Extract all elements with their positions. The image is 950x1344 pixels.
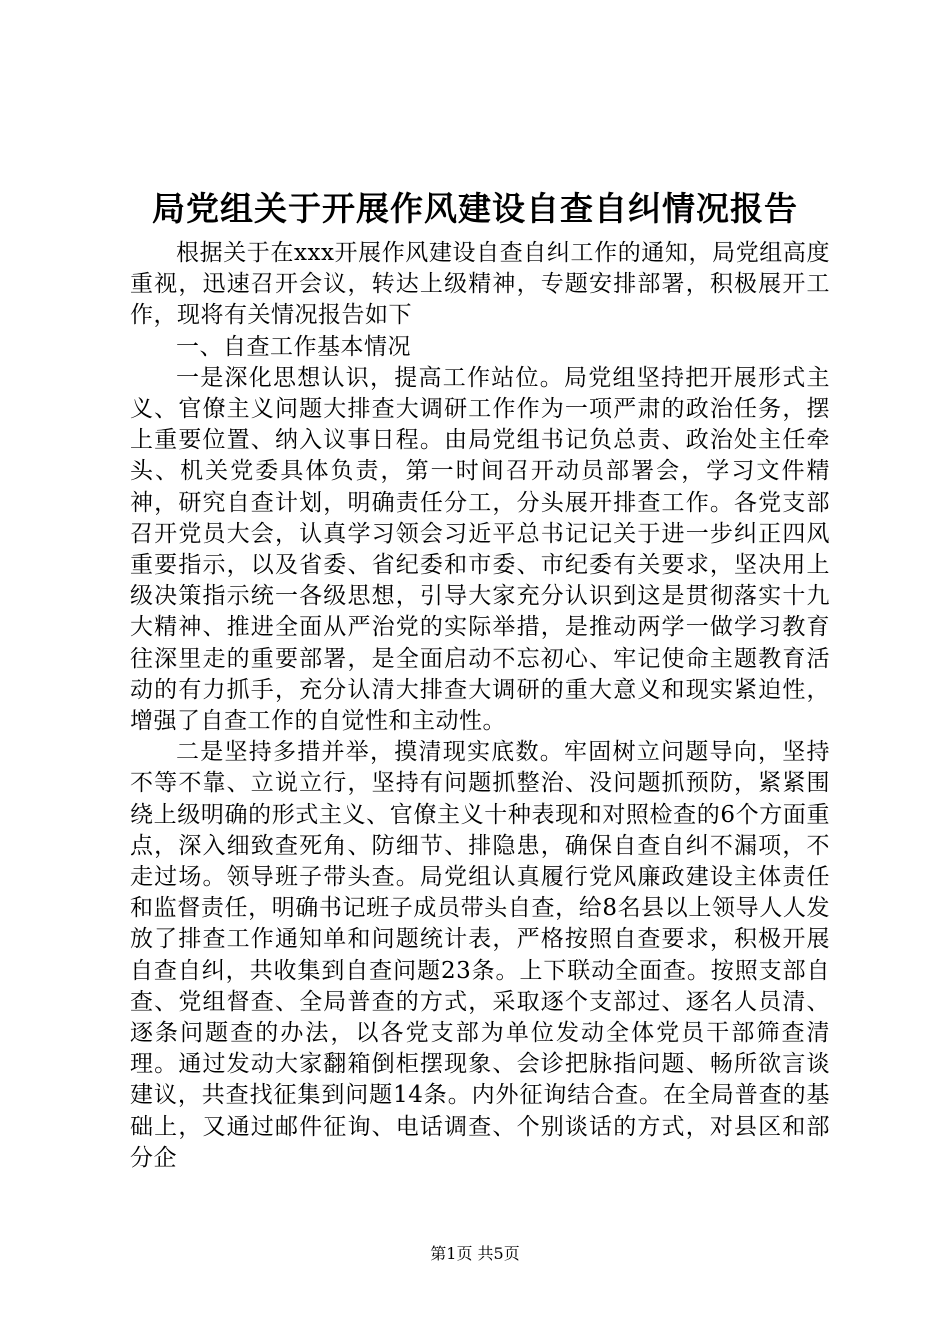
body-paragraph: 一是深化思想认识，提高工作站位。局党组坚持把开展形式主义、官僚主义问题大排查大调研工作作为一项严肃的政治任务，摆上重要位置、纳入议事日程。由局党组书记负总责、政治处主任牵头、机关党委具体负责，第一时间召开动员部署会，学习文件精神，研究自查计划，明确责任分工，分头展开排查工作。各党支部召开党员大会，认真学习领会习近平总书记记关于进一步纠正四风重要指示，以及省委、省纪委和市委、市纪委有关要求，坚决用上级决策指示统一各级思想，引导大家充分认识到这是贯彻落实十九大精神、推进全面从严治党的实际举措，是推动两学一做学习教育往深里走的重要部署，是全面启动不忘初心、牢记使命主题教育活动的有力抓手，充分认清大排查大调研的重大意义和现实紧迫性，增强了自查工作的自觉性和主动性。 [130, 364, 830, 735]
document-title: 局党组关于开展作风建设自查自纠情况报告 [152, 189, 798, 228]
intro-paragraph: 根据关于在xxx开展作风建设自查自纠工作的通知，局党组高度重视，迅速召开会议，转达上级精神，专题安排部署，积极展开工作，现将有关情况报告如下 [130, 240, 830, 329]
body-paragraph: 二是坚持多措并举，摸清现实底数。牢固树立问题导向，坚持不等不靠、立说立行，坚持有问题抓整治、没问题抓预防，紧紧围绕上级明确的形式主义、官僚主义十种表现和对照检查的6个方面重点，深入细致查死角、防细节、排隐患，确保自查自纠不漏项，不走过场。领导班子带头查。局党组认真履行党风廉政建设主体责任和监督责任，明确书记班子成员带头自查，给8名县以上领导人人发放了排查工作通知单和问题统计表，严格按照自查要求，积极开展自查自纠，共收集到自查问题23条。上下联动全面查。按照支部自查、党组督查、全局普查的方式，采取逐个支部过、逐名人员清、逐条问题查的办法，以各党支部为单位发动全体党员干部筛查清理。通过发动大家翻箱倒柜摆现象、会诊把脉指问题、畅所欲言谈建议，共查找征集到问题14条。内外征询结合查。在全局普查的基础上，又通过邮件征询、电话调查、个别谈话的方式，对县区和部分企 [130, 739, 830, 1171]
section-heading: 一、自查工作基本情况 [176, 333, 411, 360]
document-body [130, 238, 830, 1174]
page-number-footer: 第1页 共5页 [430, 1244, 520, 1263]
